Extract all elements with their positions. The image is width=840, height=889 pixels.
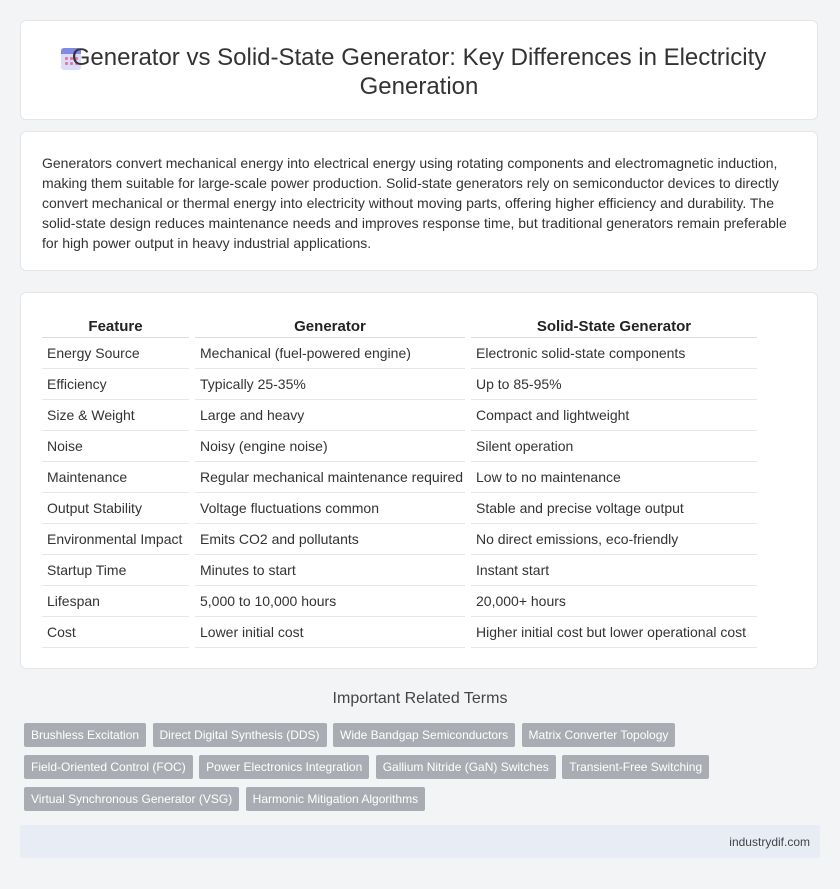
table-cell: Output Stability	[42, 493, 189, 524]
column-header-generator: Generator	[195, 315, 465, 338]
table-cell: Lower initial cost	[195, 617, 465, 648]
table-cell: Noisy (engine noise)	[195, 431, 465, 462]
table-cell: Cost	[42, 617, 189, 648]
summary-card	[20, 131, 818, 271]
table-cell: Energy Source	[42, 338, 189, 369]
table-cell: Typically 25-35%	[195, 369, 465, 400]
table-cell: Up to 85-95%	[471, 369, 757, 400]
header-card	[20, 20, 818, 120]
column-header-feature: Feature	[42, 315, 189, 338]
table-cell: Noise	[42, 431, 189, 462]
related-term-tag[interactable]: Field-Oriented Control (FOC)	[24, 755, 193, 779]
related-terms-list	[24, 723, 814, 819]
related-term-tag[interactable]: Brushless Excitation	[24, 723, 146, 747]
table-cell: Silent operation	[471, 431, 757, 462]
table-cell: Mechanical (fuel-powered engine)	[195, 338, 465, 369]
table-cell: Higher initial cost but lower operational cost	[471, 617, 757, 648]
table-row	[42, 462, 757, 493]
column-header-solid-state: Solid-State Generator	[471, 315, 757, 338]
table-row	[42, 369, 757, 400]
table-row	[42, 617, 757, 648]
table-cell: No direct emissions, eco-friendly	[471, 524, 757, 555]
related-term-tag[interactable]: Virtual Synchronous Generator (VSG)	[24, 787, 239, 811]
related-term-tag[interactable]: Wide Bandgap Semiconductors	[333, 723, 515, 747]
related-terms-heading: Important Related Terms	[332, 690, 508, 707]
table-cell: Lifespan	[42, 586, 189, 617]
table-cell: Environmental Impact	[42, 524, 189, 555]
related-term-tag[interactable]: Power Electronics Integration	[199, 755, 369, 779]
table-cell: Voltage fluctuations common	[195, 493, 465, 524]
table-row	[42, 493, 757, 524]
related-term-tag[interactable]: Transient-Free Switching	[562, 755, 709, 779]
related-term-tag[interactable]: Gallium Nitride (GaN) Switches	[376, 755, 556, 779]
footer	[20, 825, 820, 858]
table-row	[42, 338, 757, 369]
comparison-table	[36, 315, 763, 648]
table-cell: Low to no maintenance	[471, 462, 757, 493]
table-row	[42, 431, 757, 462]
related-term-tag[interactable]: Direct Digital Synthesis (DDS)	[153, 723, 327, 747]
table-row	[42, 555, 757, 586]
table-cell: Compact and lightweight	[471, 400, 757, 431]
table-cell: Size & Weight	[42, 400, 189, 431]
table-row	[42, 400, 757, 431]
table-cell: Regular mechanical maintenance required	[195, 462, 465, 493]
page-title: Generator vs Solid-State Generator: Key Differences in Electricity Generation	[71, 44, 767, 100]
table-cell: Instant start	[471, 555, 757, 586]
table-cell: 20,000+ hours	[471, 586, 757, 617]
table-cell: Large and heavy	[195, 400, 465, 431]
table-cell: Startup Time	[42, 555, 189, 586]
table-header-row	[42, 315, 757, 338]
related-term-tag[interactable]: Harmonic Mitigation Algorithms	[246, 787, 425, 811]
table-cell: 5,000 to 10,000 hours	[195, 586, 465, 617]
summary-text: Generators convert mechanical energy into electrical energy using rotating components and electromagnetic induction, making them suitable for large-scale power production. Solid-state generators rely on semiconductor devices to directly convert mechanical or thermal energy into electricity without moving parts, offering higher efficiency and durability. The solid-state design reduces maintenance needs and improves response time, but traditional generators remain preferable for high power output in heavy industrial applications.	[42, 155, 787, 251]
table-cell: Maintenance	[42, 462, 189, 493]
table-cell: Electronic solid-state components	[471, 338, 757, 369]
table-cell: Minutes to start	[195, 555, 465, 586]
table-row	[42, 586, 757, 617]
table-row	[42, 524, 757, 555]
table-cell: Stable and precise voltage output	[471, 493, 757, 524]
footer-site-link[interactable]: industrydif.com	[729, 835, 810, 849]
comparison-card	[20, 292, 818, 669]
related-term-tag[interactable]: Matrix Converter Topology	[522, 723, 676, 747]
table-cell: Efficiency	[42, 369, 189, 400]
table-cell: Emits CO2 and pollutants	[195, 524, 465, 555]
